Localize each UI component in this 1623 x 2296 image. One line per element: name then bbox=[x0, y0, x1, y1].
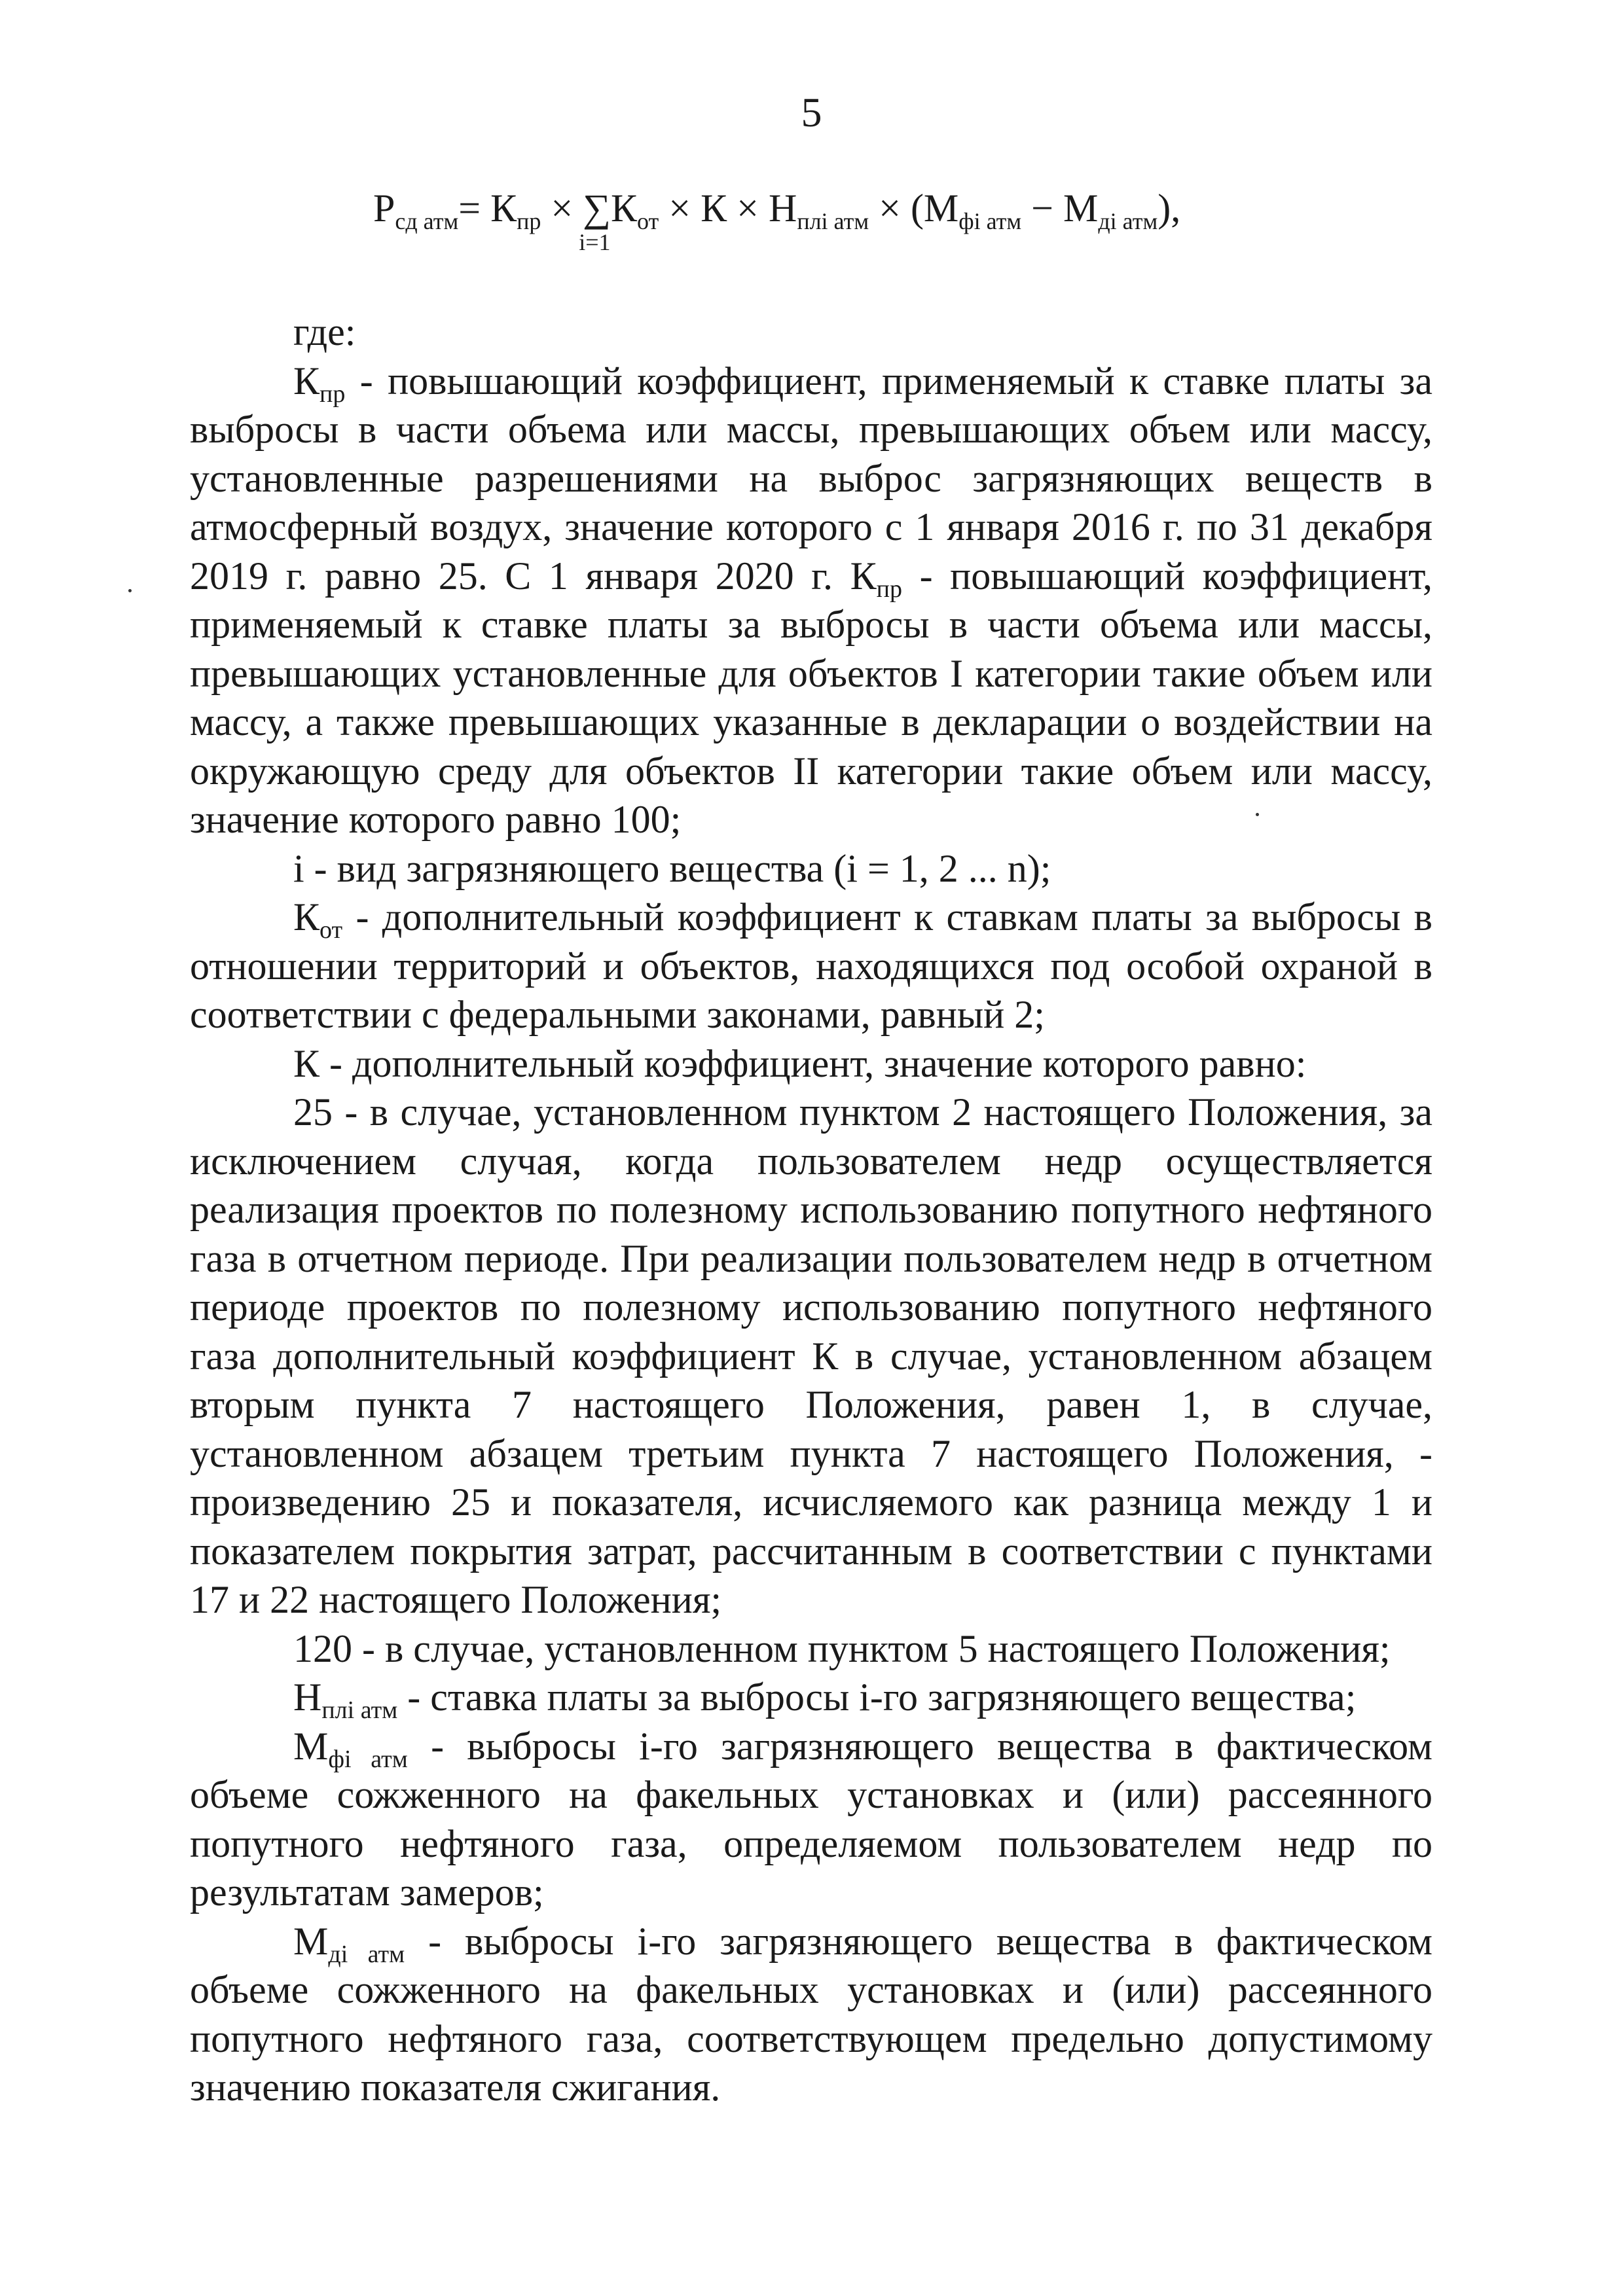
formula-middle: × К × Н bbox=[659, 187, 797, 230]
kpr-symbol-2: К bbox=[850, 554, 877, 598]
formula-minus: − М bbox=[1021, 187, 1099, 230]
mf-definition: - выбросы i-го загрязняющего вещества в фактическом объеме сожженного на факельных установках и (или) рассеянного попутного нефтяного газа, определяемом пользователем недр по результатам замеров; bbox=[190, 1724, 1432, 1914]
page-number: 5 bbox=[801, 89, 822, 135]
i-paragraph bbox=[190, 844, 1432, 893]
mf-symbol: М bbox=[293, 1724, 329, 1768]
formula-close: ), bbox=[1158, 187, 1181, 230]
where-paragraph bbox=[190, 308, 1432, 357]
summation-symbol: ∑ bbox=[583, 187, 611, 230]
mf-paragraph bbox=[190, 1722, 1432, 1917]
formula-kot: К bbox=[610, 187, 638, 230]
kot-definition: - дополнительный коэффициент к ставкам платы за выбросы в отношении территорий и объектов, находящихся под особой охраной в соответствии с федеральными законами, равный 2; bbox=[190, 895, 1432, 1036]
scan-speck bbox=[1256, 813, 1259, 816]
formula-lhs: Р bbox=[373, 187, 395, 230]
where-label: где: bbox=[293, 310, 356, 353]
h-symbol: Н bbox=[293, 1676, 322, 1719]
h-subscript: плi атм bbox=[321, 1696, 398, 1724]
kpr-paragraph bbox=[190, 357, 1432, 844]
k-definition: К - дополнительный коэффициент, значение которого равно: bbox=[293, 1041, 1307, 1085]
k25-definition: 25 - в случае, установленном пунктом 2 настоящего Положения, за исключением случая, когда пользователем недр осуществляется реализация проектов по полезному использованию попутного нефтяного газа в отчетном периоде. При реализации пользователем недр в отчетном периоде проектов по полезному использованию попутного нефтяного газа дополнительный коэффициент К в случае, установленном абзацем вторым пункта 7 настоящего Положения, равен 1, в случае, установленном абзацем третьим пункта 7 настоящего Положения, - произведению 25 и показателя, исчисляемого как разница между 1 и показателем покрытия затрат, рассчитанным в соответствии с пунктами 17 и 22 настоящего Положения; bbox=[190, 1090, 1432, 1621]
md-definition: - выбросы i-го загрязняющего вещества в фактическом объеме сожженного на факельных установках и (или) рассеянного попутного нефтяного газа, соответствующем предельно допустимому значению показателя сжигания. bbox=[190, 1919, 1432, 2109]
kpr-subscript-2: пр bbox=[876, 575, 902, 603]
md-subscript: дi атм bbox=[328, 1940, 405, 1968]
summation-sign bbox=[579, 182, 611, 255]
formula-times: × bbox=[541, 187, 583, 230]
k120-paragraph bbox=[190, 1624, 1432, 1674]
formula-eq-k: = К bbox=[458, 187, 517, 230]
document-body bbox=[190, 308, 1432, 2112]
formula-h-sub: плi атм bbox=[797, 208, 869, 234]
i-definition: i - вид загрязняющего вещества (i = 1, 2 ... n); bbox=[293, 846, 1051, 890]
mf-subscript: фi атм bbox=[328, 1745, 408, 1773]
kpr-definition-a: - повышающий коэффициент, применяемый к ставке платы за выбросы в части объема или массы, превышающих объем или массу, установленные разрешениями на выброс загрязняющих веществ в атмосферный воздух, значение которого с 1 января 2016 г. по 31 декабря 2019 г. равно 25. С 1 января 2020 г. bbox=[190, 359, 1432, 598]
kot-symbol: К bbox=[293, 895, 320, 939]
md-paragraph bbox=[190, 1917, 1432, 2112]
scan-speck bbox=[128, 589, 132, 592]
kot-paragraph bbox=[190, 893, 1432, 1039]
md-symbol: М bbox=[293, 1919, 329, 1963]
formula-md-sub: дi атм bbox=[1098, 208, 1158, 234]
h-paragraph bbox=[190, 1673, 1432, 1722]
formula-mf-sub: фi атм bbox=[958, 208, 1022, 234]
k25-paragraph bbox=[190, 1088, 1432, 1624]
kpr-definition-b: - повышающий коэффициент, применяемый к ставке платы за выбросы в части объема или массы, превышающих установленные для объектов I категории такие объем или массу, а также превышающих указанные в декларации о воздействии на окружающую среду для объектов II категории такие объем или массу, значение которого равно 100; bbox=[190, 554, 1432, 841]
kpr-subscript: пр bbox=[319, 380, 346, 408]
k120-definition: 120 - в случае, установленном пунктом 5 настоящего Положения; bbox=[293, 1626, 1391, 1670]
kot-subscript: от bbox=[319, 916, 343, 944]
formula-k-sub: пр bbox=[517, 208, 541, 234]
formula-lhs-sub: сд атм bbox=[395, 208, 459, 234]
k-paragraph bbox=[190, 1039, 1432, 1088]
formula-kot-sub: от bbox=[637, 208, 659, 234]
kpr-symbol: К bbox=[293, 359, 320, 403]
fee-formula bbox=[373, 182, 1181, 255]
formula-open: × (М bbox=[869, 187, 959, 230]
summation-lower-limit: i=1 bbox=[579, 229, 611, 255]
h-definition: - ставка платы за выбросы i-го загрязняющего вещества; bbox=[397, 1676, 1357, 1719]
